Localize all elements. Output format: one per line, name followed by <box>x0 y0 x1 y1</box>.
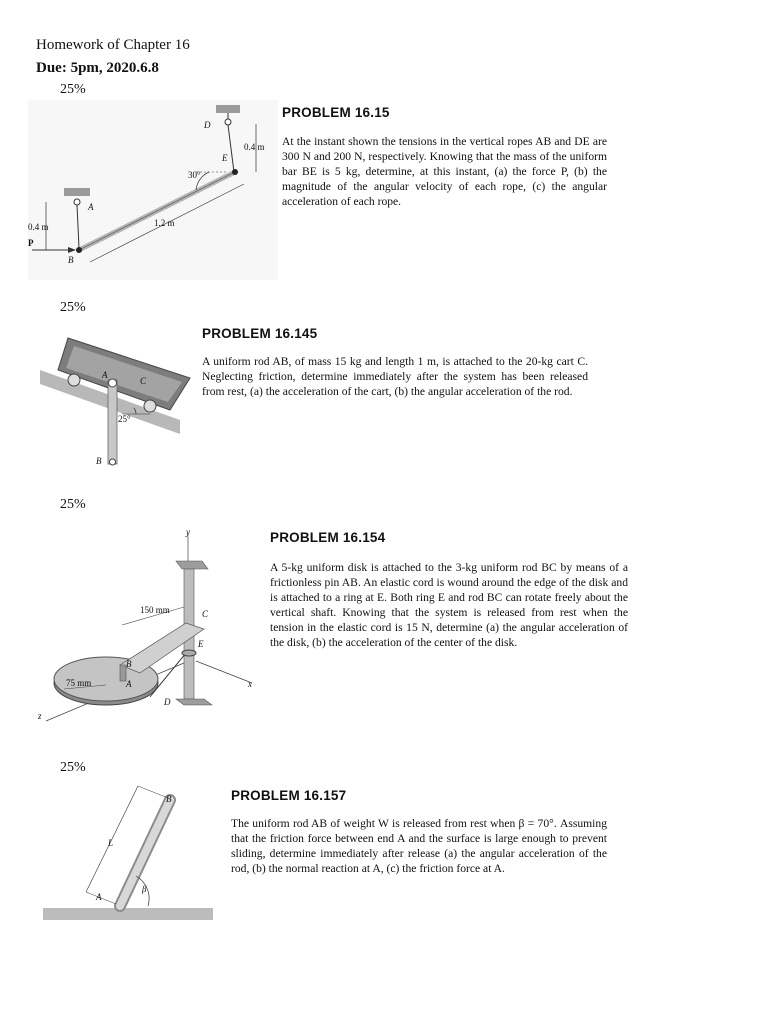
problem-3-title: PROBLEM 16.154 <box>270 530 386 545</box>
label-E: E <box>198 639 204 649</box>
label-B: B <box>68 255 74 265</box>
problem-1-labels <box>28 100 278 280</box>
problem-3-text: A 5-kg uniform disk is attached to the 3-kg uniform rod BC by means of a frictionless pin AB. An elastic cord is wound around the edge of the disk and is attached to a ring at E. Both ring E and rod BC can rotate freely about the vertical shaft. Knowing that the system is released from rest when the tension in the elastic cord is 15 N, determine (a) the angular acceleration of the disk, (b) the acceleration of the center of the disk. <box>270 561 628 649</box>
label-dim-75: 75 mm <box>66 678 92 688</box>
problem-3-weight: 25% <box>60 497 86 512</box>
problem-1-title: PROBLEM 16.15 <box>282 105 390 120</box>
problem-2-title: PROBLEM 16.145 <box>202 326 318 341</box>
problem-4-text: The uniform rod AB of weight W is released from rest when β = 70°. Assuming that the friction force between end A and the surface is large enough to prevent sliding, determine immediately after release (a) the angular acceleration of the rod, (b) the normal reaction at A, (c) the friction force at A. <box>231 817 607 875</box>
homework-title: Homework of Chapter 16 <box>36 37 190 53</box>
label-A: A <box>96 892 102 902</box>
label-angle: 25° <box>118 414 131 424</box>
label-D: D <box>204 120 211 130</box>
problem-2-text: A uniform rod AB, of mass 15 kg and length 1 m, is attached to the 20-kg cart C. Neglecting friction, determine immediately after the system has been released from rest, (a) the acceleration of the cart, (b) the angular acceleration of the rod. <box>202 355 588 398</box>
problem-2-labels <box>40 330 200 470</box>
problem-1-weight: 25% <box>60 82 86 97</box>
problem-4-weight: 25% <box>60 760 86 775</box>
label-x: x <box>248 679 252 689</box>
problem-1-text: At the instant shown the tensions in the vertical ropes AB and DE are 300 N and 200 N, respectively. Knowing that the mass of the uniform bar BE is 5 kg, determine, at this instant, (a) the force P, (b) the magnitude of the angular velocity of each rope, (c) the angular acceleration of each rope. <box>282 135 607 208</box>
label-A: A <box>102 370 108 380</box>
label-angle: 30° <box>188 170 201 180</box>
label-B: B <box>96 456 102 466</box>
label-E: E <box>222 153 228 163</box>
problem-4-title: PROBLEM 16.157 <box>231 788 347 803</box>
label-L: L <box>108 838 114 848</box>
problem-3-labels <box>36 525 266 725</box>
label-dim-left: 0.4 m <box>28 222 49 232</box>
problem-2-weight: 25% <box>60 300 86 315</box>
due-date: Due: 5pm, 2020.6.8 <box>36 60 159 76</box>
label-dim-right: 0.4 m <box>244 142 265 152</box>
label-y: y <box>186 527 190 537</box>
label-C: C <box>140 376 147 386</box>
label-D: D <box>164 697 171 707</box>
label-B: B <box>126 659 132 669</box>
problem-4-labels <box>40 780 220 925</box>
label-B: B <box>166 794 172 804</box>
label-beta: β <box>142 884 147 894</box>
label-A: A <box>88 202 94 212</box>
label-A: A <box>126 679 132 689</box>
label-P: P <box>28 238 34 248</box>
label-C: C <box>202 609 209 619</box>
label-dim-150: 150 mm <box>140 605 170 615</box>
label-z: z <box>38 711 42 721</box>
label-length: 1.2 m <box>154 218 175 228</box>
